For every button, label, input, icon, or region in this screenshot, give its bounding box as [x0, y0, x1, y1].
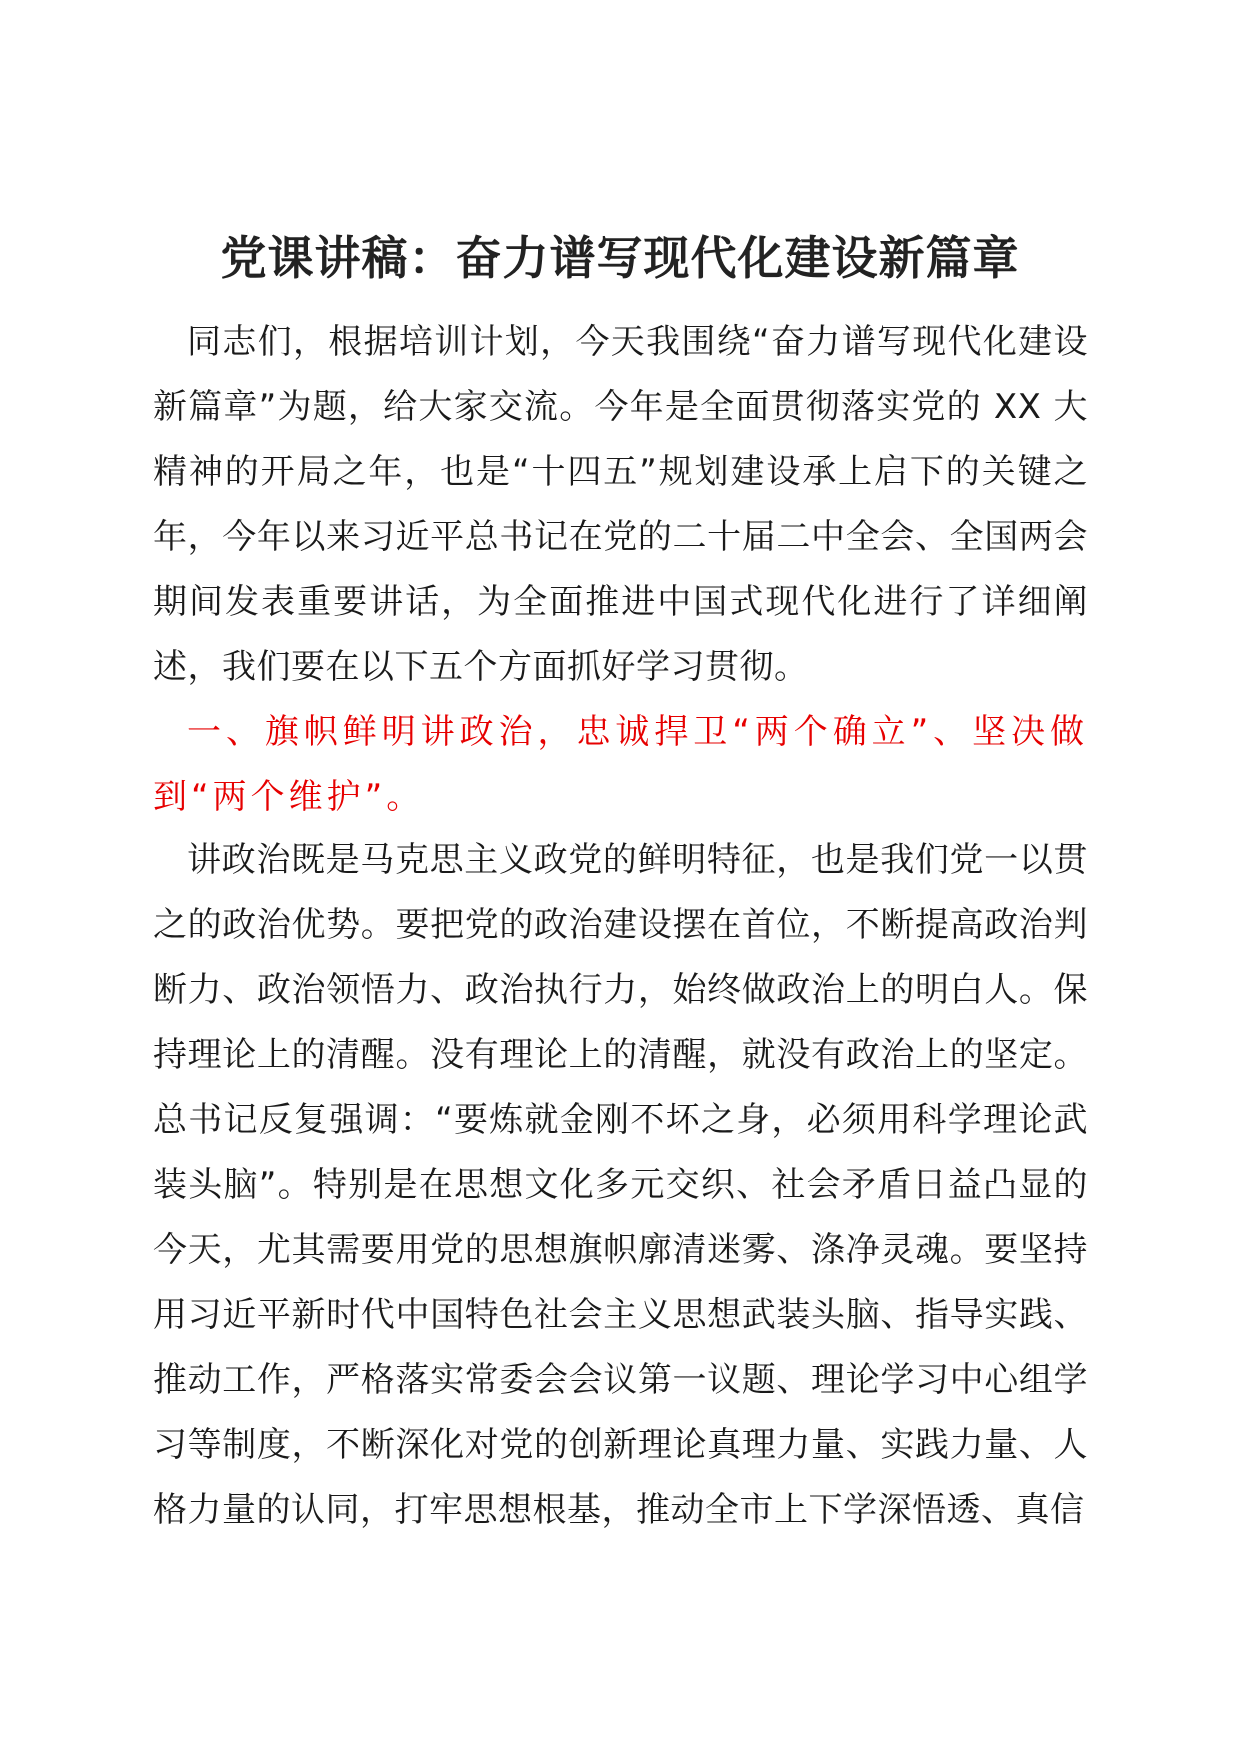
section-heading: 一、旗帜鲜明讲政治，忠诚捍卫“两个确立”、坚决做到“两个维护”。: [153, 712, 1088, 817]
document-title: 党课讲稿：奋力谱写现代化建设新篇章: [220, 231, 1020, 285]
section-paragraph: 讲政治既是马克思主义政党的鲜明特征，也是我们党一以贯之的政治优势。要把党的政治建设摆在首位，不断提高政治判断力、政治领悟力、政治执行力，始终做政治上的明白人。保持理论上的清醒。没有理论上的清醒，就没有政治上的坚定。总书记反复强调：“要炼就金刚不坏之身，必须用科学理论武装头脑”。特别是在思想文化多元交织、社会矛盾日益凸显的今天，尤其需要用党的思想旗帜廓清迷雾、涤净灵魂。要坚持用习近平新时代中国特色社会主义思想武装头脑、指导实践、推动工作，严格落实常委会会议第一议题、理论学习中心组学习等制度，不断深化对党的创新理论真理力量、实践力量、人格力量的认同，打牢思想根基，推动全市上下学深悟透、真信: [153, 840, 1088, 1530]
intro-paragraph: 同志们，根据培训计划，今天我围绕“奋力谱写现代化建设新篇章”为题，给大家交流。今年是全面贯彻落实党的 XX 大精神的开局之年，也是“十四五”规划建设承上启下的关键之年，今年以来习近平总书记在党的二十届二中全会、全国两会期间发表重要讲话，为全面推进中国式现代化进行了详细阐述，我们要在以下五个方面抓好学习贯彻。: [153, 322, 1088, 687]
